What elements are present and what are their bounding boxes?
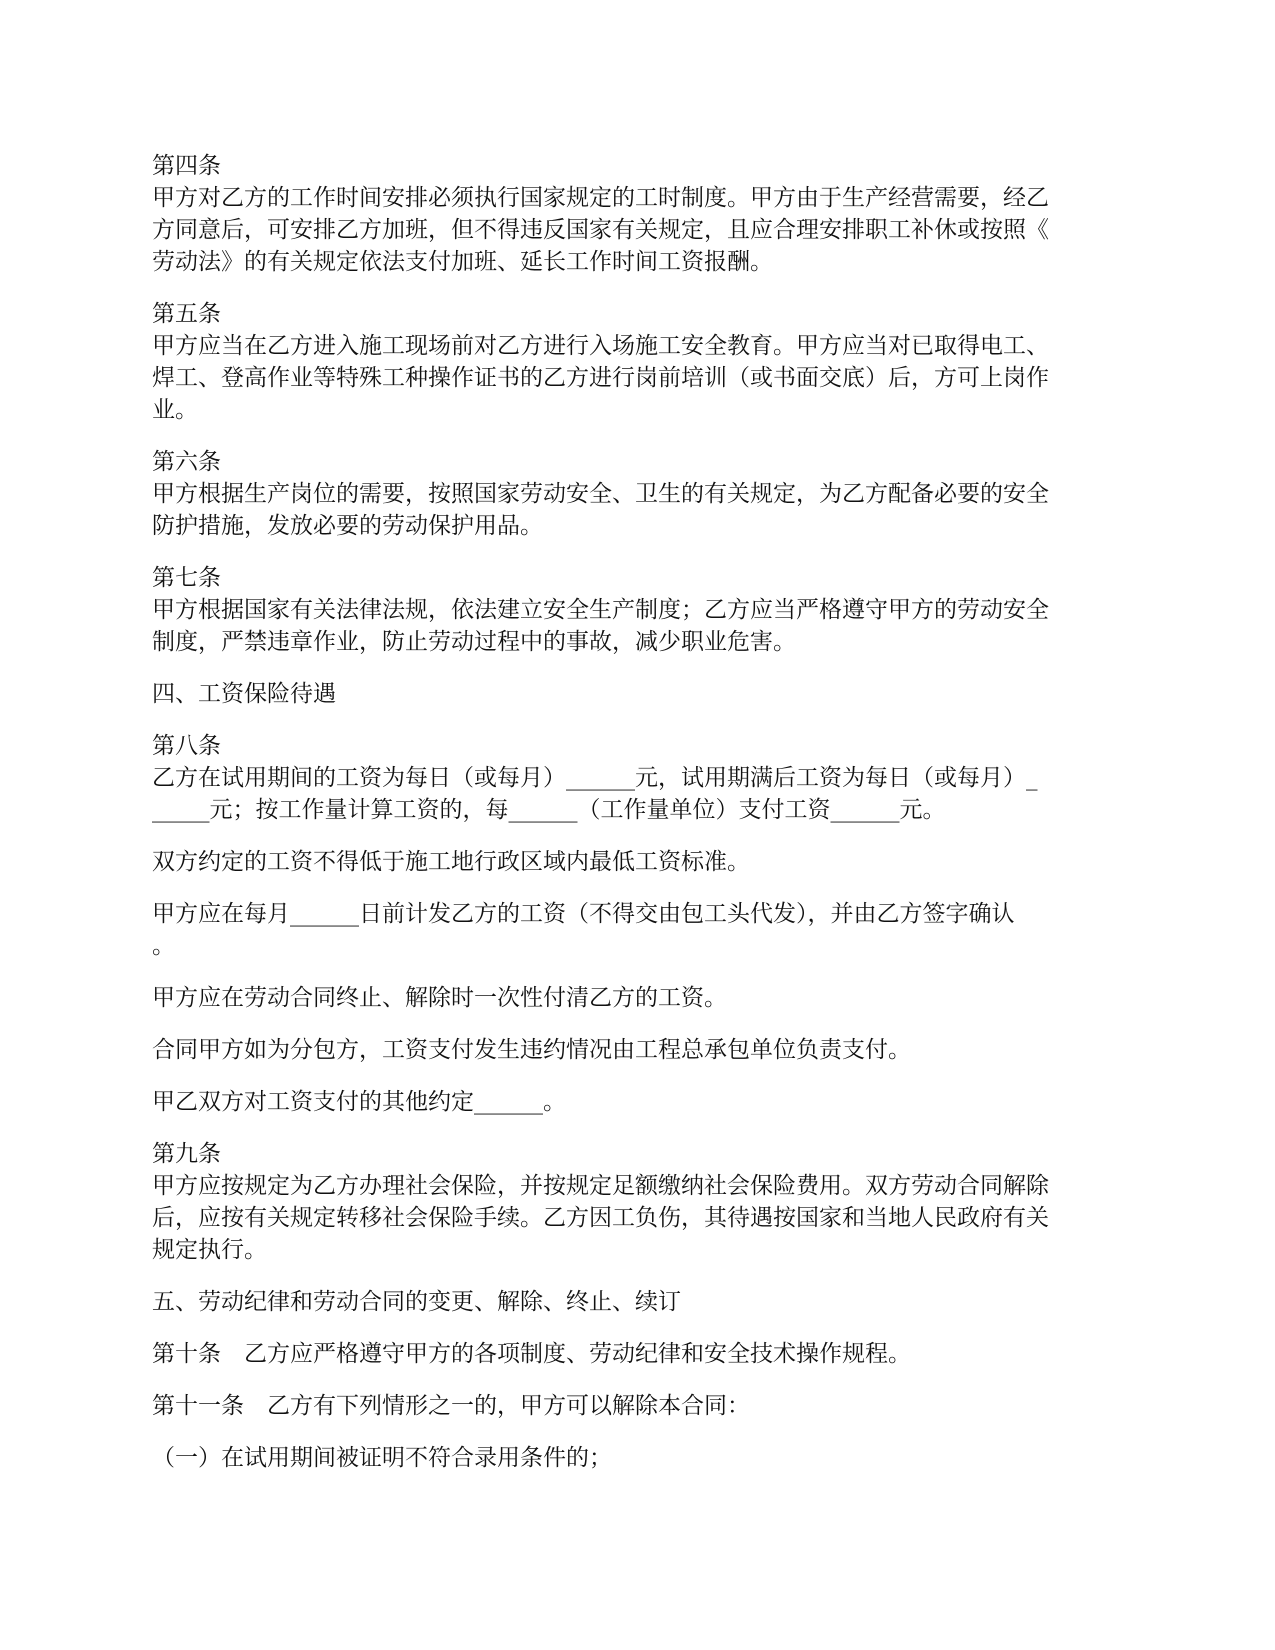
paragraph-line: 甲方对乙方的工作时间安排必须执行国家规定的工时制度。甲方由于生产经营需要，经乙 [152, 185, 1049, 211]
paragraph-line: 业。 [152, 397, 198, 423]
paragraph-line: 防护措施，发放必要的劳动保护用品。 [152, 513, 543, 539]
paragraph-line: 乙方在试用期间的工资为每日（或每月）______元，试用期满后工资为每日（或每月）_ [152, 765, 1038, 791]
article-4 [152, 150, 1132, 278]
paragraph [152, 1086, 1132, 1118]
paragraph-line: （一）在试用期间被证明不符合录用条件的； [152, 1445, 612, 1471]
paragraph-line: 规定执行。 [152, 1237, 267, 1263]
paragraph-line: 双方约定的工资不得低于施工地行政区域内最低工资标准。 [152, 849, 750, 875]
section-title: 四、工资保险待遇 [152, 681, 336, 707]
paragraph-line: _____元；按工作量计算工资的，每______（工作量单位）支付工资______元。 [152, 797, 946, 823]
paragraph-line: 方同意后，可安排乙方加班，但不得违反国家有关规定，且应合理安排职工补休或按照《 [152, 217, 1049, 243]
paragraph-line: 甲方根据国家有关法律法规，依法建立安全生产制度；乙方应当严格遵守甲方的劳动安全 [152, 597, 1049, 623]
paragraph [152, 846, 1132, 878]
paragraph-line: 焊工、登高作业等特殊工种操作证书的乙方进行岗前培训（或书面交底）后，方可上岗作 [152, 365, 1049, 391]
article-heading: 第八条 [152, 733, 221, 759]
document-body [152, 150, 1132, 1494]
section-title: 五、劳动纪律和劳动合同的变更、解除、终止、续订 [152, 1289, 681, 1315]
paragraph-line: 第十条 乙方应严格遵守甲方的各项制度、劳动纪律和安全技术操作规程。 [152, 1341, 911, 1367]
section-heading-5 [152, 1286, 1132, 1318]
list-item [152, 1442, 1132, 1474]
article-heading: 第六条 [152, 449, 221, 475]
paragraph-line: 后，应按有关规定转移社会保险手续。乙方因工负伤，其待遇按国家和当地人民政府有关 [152, 1205, 1049, 1231]
paragraph [152, 898, 1132, 962]
article-heading: 第四条 [152, 153, 221, 179]
article-7 [152, 562, 1132, 658]
paragraph-line: 第十一条 乙方有下列情形之一的，甲方可以解除本合同： [152, 1393, 750, 1419]
paragraph-line: 甲方应在劳动合同终止、解除时一次性付清乙方的工资。 [152, 985, 727, 1011]
article-10 [152, 1338, 1132, 1370]
paragraph-line: 甲方根据生产岗位的需要，按照国家劳动安全、卫生的有关规定，为乙方配备必要的安全 [152, 481, 1049, 507]
paragraph-line: 合同甲方如为分包方，工资支付发生违约情况由工程总承包单位负责支付。 [152, 1037, 911, 1063]
article-heading: 第七条 [152, 565, 221, 591]
article-8 [152, 730, 1132, 826]
section-heading-4 [152, 678, 1132, 710]
paragraph-line: 甲方应当在乙方进入施工现场前对乙方进行入场施工安全教育。甲方应当对已取得电工、 [152, 333, 1049, 359]
paragraph [152, 1034, 1132, 1066]
paragraph-line: 。 [152, 933, 175, 959]
article-6 [152, 446, 1132, 542]
article-9 [152, 1138, 1132, 1266]
paragraph [152, 982, 1132, 1014]
article-heading: 第九条 [152, 1141, 221, 1167]
paragraph-line: 甲乙双方对工资支付的其他约定______。 [152, 1089, 566, 1115]
paragraph-line: 制度，严禁违章作业，防止劳动过程中的事故，减少职业危害。 [152, 629, 796, 655]
paragraph-line: 劳动法》的有关规定依法支付加班、延长工作时间工资报酬。 [152, 249, 773, 275]
article-5 [152, 298, 1132, 426]
article-heading: 第五条 [152, 301, 221, 327]
paragraph-line: 甲方应在每月______日前计发乙方的工资（不得交由包工头代发），并由乙方签字确认 [152, 901, 1015, 927]
article-11 [152, 1390, 1132, 1422]
paragraph-line: 甲方应按规定为乙方办理社会保险，并按规定足额缴纳社会保险费用。双方劳动合同解除 [152, 1173, 1049, 1199]
